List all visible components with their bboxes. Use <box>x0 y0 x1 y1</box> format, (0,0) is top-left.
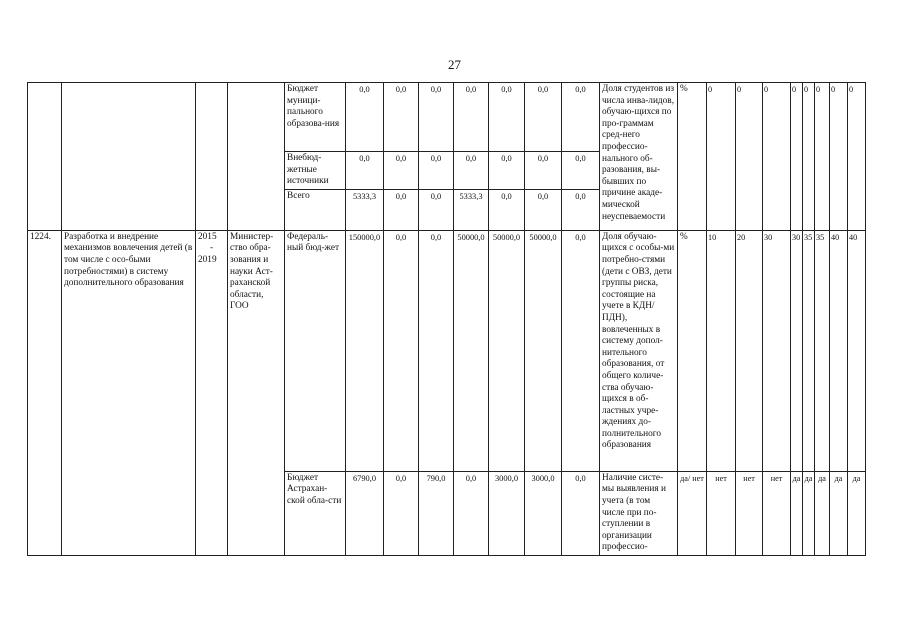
value-cell: 0,0 <box>384 152 419 190</box>
target-cell: 0 <box>763 83 791 231</box>
value-cell: 50000,0 <box>525 230 562 471</box>
value-cell: 0,0 <box>384 189 419 230</box>
value-cell: 0,0 <box>346 83 384 152</box>
target-cell: 0 <box>707 83 736 231</box>
target-cell: нет <box>736 471 763 555</box>
target-cell: 40 <box>830 230 848 471</box>
item-name: Разработка и внедрение механизмов вовлечения детей (в том числе с осо-быми потребностями) в систему дополнительного образования <box>62 230 196 555</box>
value-cell: 5333,3 <box>454 189 489 230</box>
target-cell: 0 <box>791 83 803 231</box>
cell-empty-num <box>28 83 62 231</box>
table-row-item-1224-federal <box>28 230 866 471</box>
value-cell: 0,0 <box>525 189 562 230</box>
item-executor: Министер-ство обра-зования и науки Аст-раханской области, ГОО <box>228 230 285 555</box>
target-cell: нет <box>763 471 791 555</box>
target-cell: 0 <box>736 83 763 231</box>
target-cell: 30 <box>791 230 803 471</box>
target-cell: 0 <box>848 83 866 231</box>
value-cell: 0,0 <box>489 83 525 152</box>
table-row-municipal-budget <box>28 83 866 152</box>
indicator-cell: Доля обучаю-щихся с особы-ми потребно-стями (дети с ОВЗ, дети группы риска, состоящие на учете в КДН/ПДН), вовлеченных в систему допол-нительного образования, от общего количе-ства обучаю-щихся в об-ластных учре-ждениях до-полнительного образования <box>600 230 678 471</box>
target-cell: да <box>848 471 866 555</box>
source-cell: Федераль-ный бюд-жет <box>285 230 346 471</box>
value-cell: 3000,0 <box>525 471 562 555</box>
target-cell: 30 <box>763 230 791 471</box>
unit-cell: да/ нет <box>678 471 707 555</box>
target-cell: 10 <box>707 230 736 471</box>
target-cell: 35 <box>815 230 830 471</box>
value-cell: 0,0 <box>419 83 454 152</box>
target-cell: 0 <box>815 83 830 231</box>
value-cell: 0,0 <box>489 152 525 190</box>
value-cell: 0,0 <box>489 189 525 230</box>
value-cell: 0,0 <box>562 152 600 190</box>
target-cell: да <box>803 471 815 555</box>
value-cell: 0,0 <box>419 189 454 230</box>
value-cell: 5333,3 <box>346 189 384 230</box>
program-table <box>27 82 866 556</box>
value-cell: 0,0 <box>525 152 562 190</box>
item-number: 1224. <box>28 230 62 555</box>
period-start: 2015 <box>198 231 217 242</box>
target-cell: 0 <box>803 83 815 231</box>
target-cell: 40 <box>848 230 866 471</box>
value-cell: 0,0 <box>454 471 489 555</box>
target-cell: да <box>830 471 848 555</box>
value-cell: 0,0 <box>525 83 562 152</box>
value-cell: 3000,0 <box>489 471 525 555</box>
page-number: 27 <box>448 57 461 72</box>
value-cell: 0,0 <box>562 230 600 471</box>
value-cell: 0,0 <box>384 230 419 471</box>
unit-cell: % <box>678 83 707 231</box>
value-cell: 0,0 <box>419 152 454 190</box>
target-cell: нет <box>707 471 736 555</box>
cell-empty-name <box>62 83 196 231</box>
source-cell: Бюджет муници-пального образова-ния <box>285 83 346 152</box>
source-cell: Бюджет Астрахан-ской обла-сти <box>285 471 346 555</box>
indicator-cell: Наличие систе-мы выявления и учета (в том числе при по-ступлении в организации профессио- <box>600 471 678 555</box>
value-cell: 6790,0 <box>346 471 384 555</box>
value-cell: 50000,0 <box>454 230 489 471</box>
indicator-cell: Доля студентов из числа инва-лидов, обучаю-щихся по про-граммам сред-него профессио-нального об-разования, вы-бывших по причине акаде-мической неуспеваемости <box>600 83 678 231</box>
period-dash: - <box>209 243 214 254</box>
target-cell: да <box>815 471 830 555</box>
value-cell: 0,0 <box>419 230 454 471</box>
value-cell: 790,0 <box>419 471 454 555</box>
source-cell: Внебюд-жетные источники <box>285 152 346 190</box>
target-cell: 0 <box>830 83 848 231</box>
value-cell: 0,0 <box>562 471 600 555</box>
value-cell: 0,0 <box>562 189 600 230</box>
unit-cell: % <box>678 230 707 471</box>
target-cell: 20 <box>736 230 763 471</box>
period-end: 2019 <box>198 254 217 265</box>
source-cell: Всего <box>285 189 346 230</box>
cell-empty-period <box>196 83 228 231</box>
value-cell: 0,0 <box>384 83 419 152</box>
value-cell: 150000,0 <box>346 230 384 471</box>
item-period <box>196 230 228 555</box>
value-cell: 0,0 <box>454 83 489 152</box>
value-cell: 0,0 <box>384 471 419 555</box>
value-cell: 50000,0 <box>489 230 525 471</box>
target-cell: 35 <box>803 230 815 471</box>
value-cell: 0,0 <box>562 83 600 152</box>
cell-empty-executor <box>228 83 285 231</box>
target-cell: да <box>791 471 803 555</box>
value-cell: 0,0 <box>346 152 384 190</box>
value-cell: 0,0 <box>454 152 489 190</box>
